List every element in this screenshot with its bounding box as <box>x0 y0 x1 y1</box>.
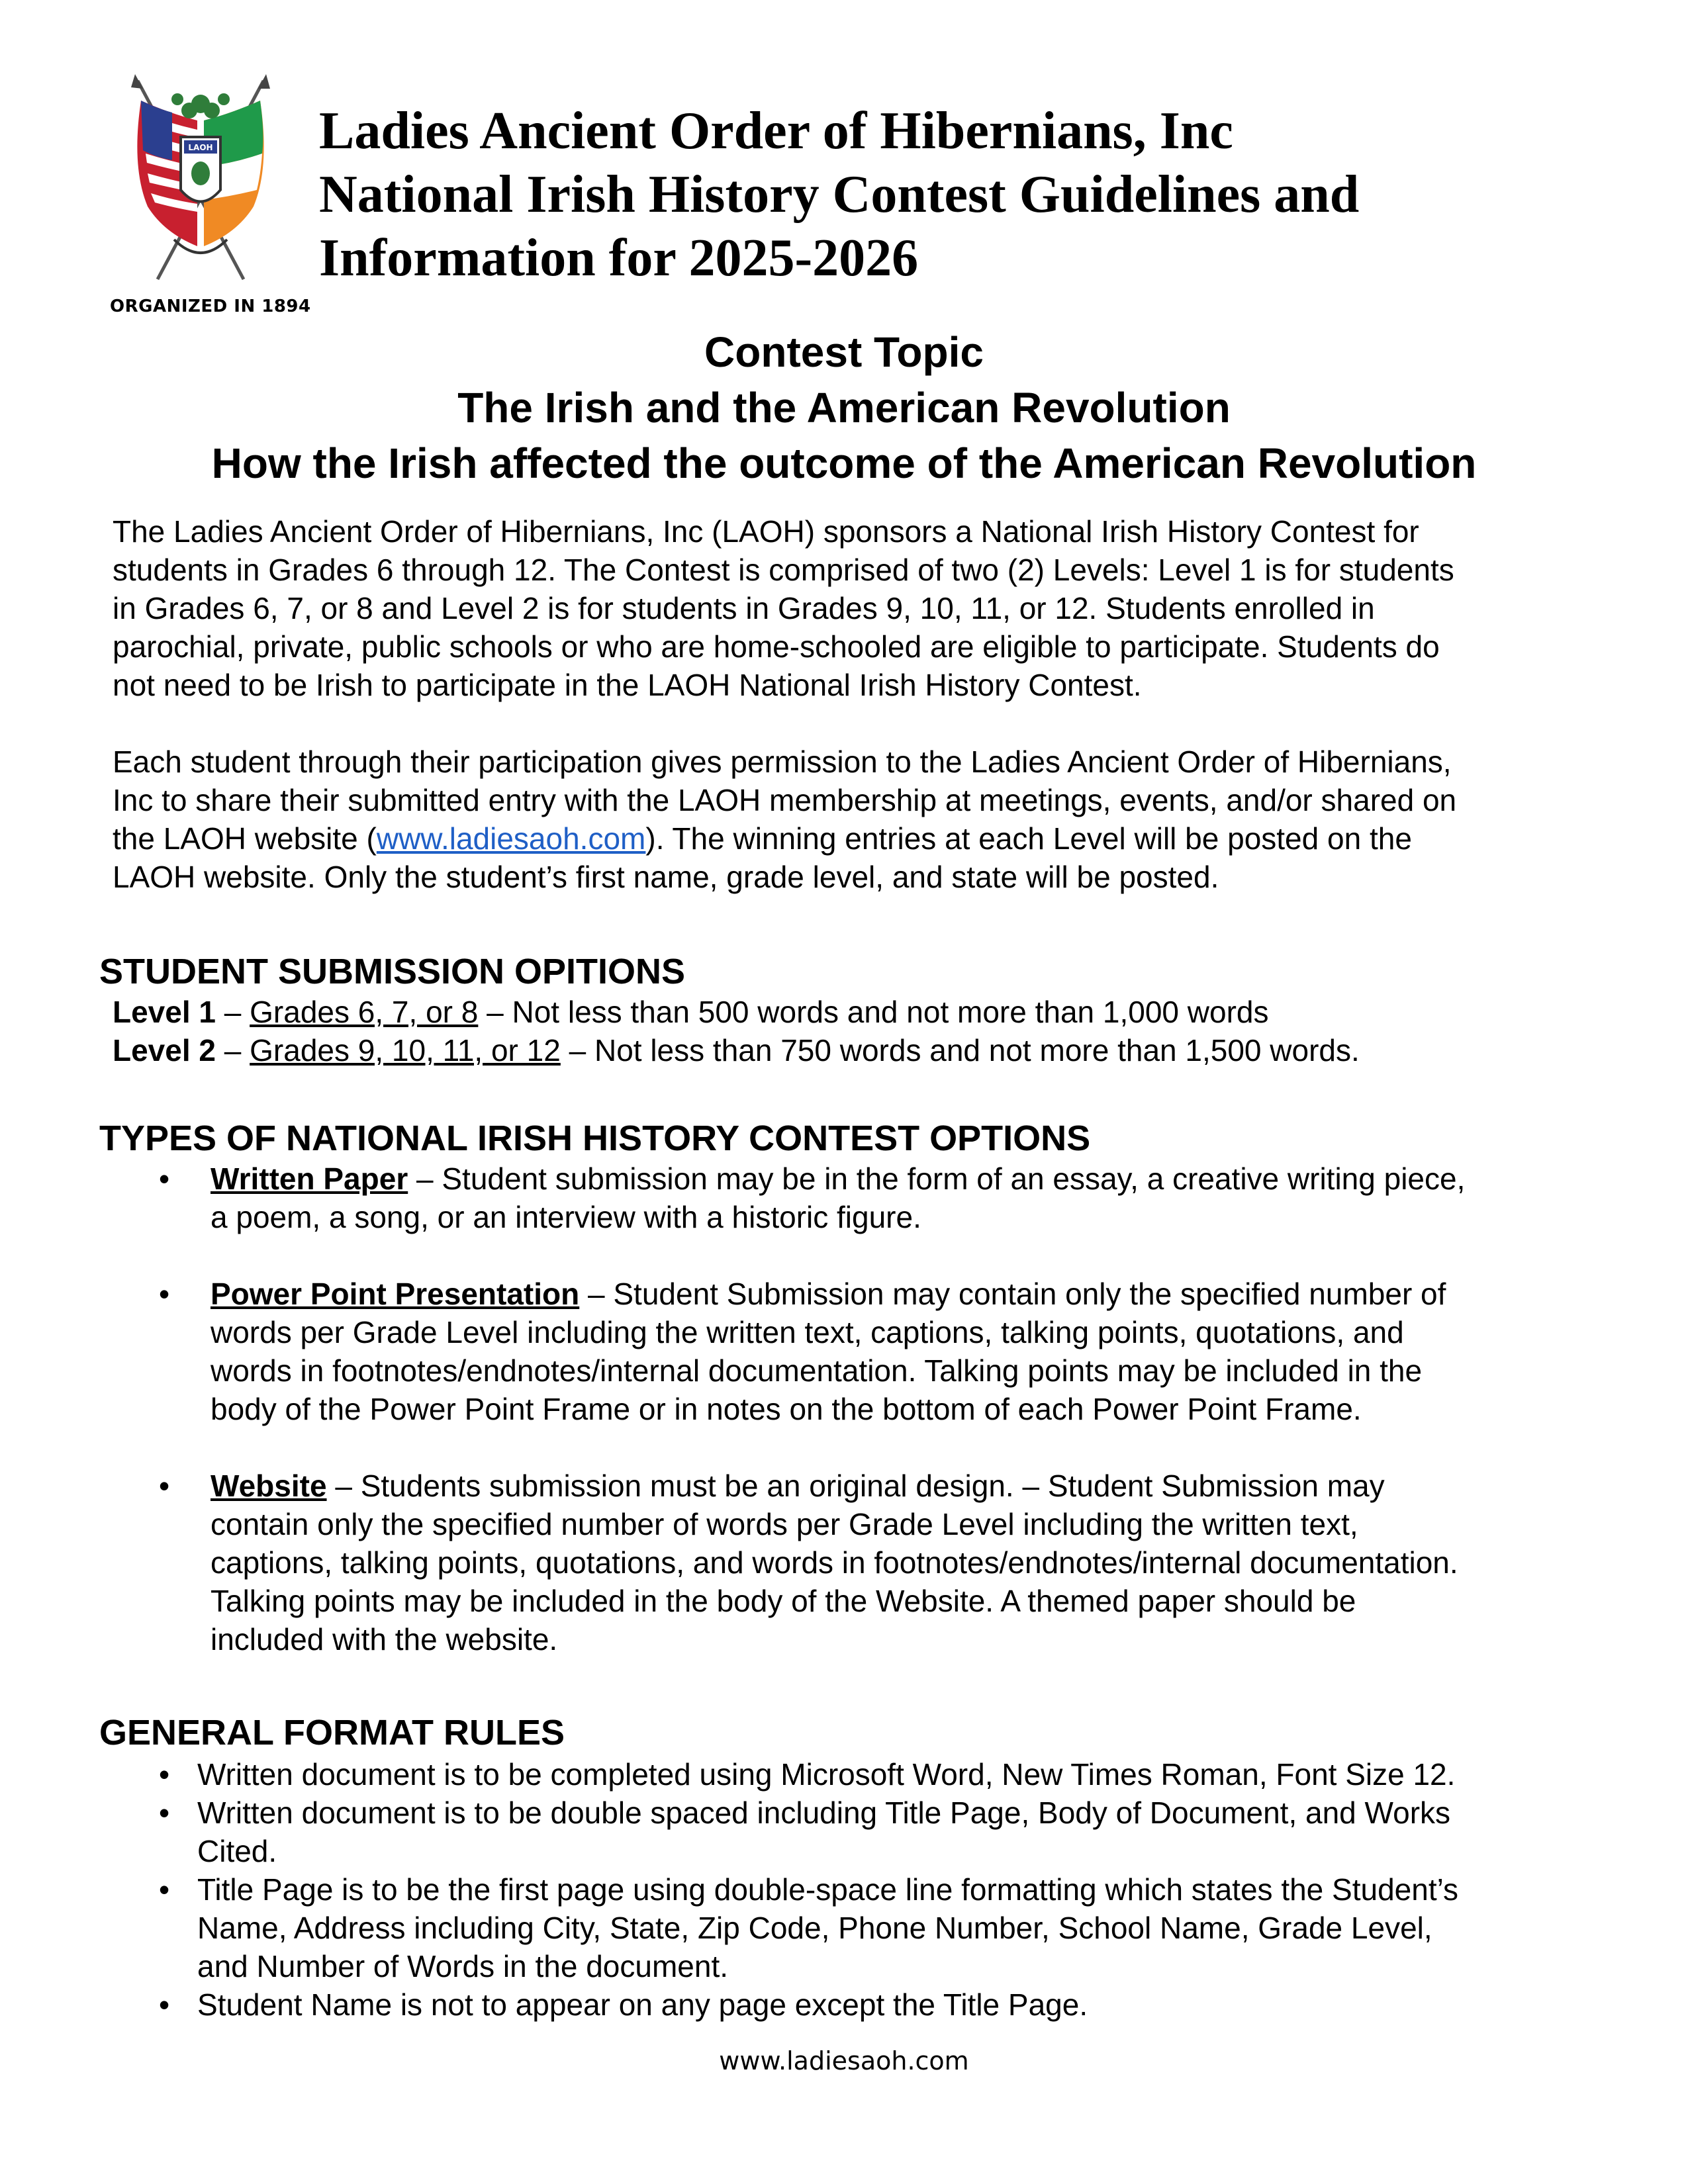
intro-line: students in Grades 6 through 12. The Contest is comprised of two (2) Levels: Level 1 is for students <box>113 553 1454 587</box>
level-label: Level 1 <box>113 995 216 1029</box>
type-item-line <box>211 1160 1465 1198</box>
format-rule-text <box>197 1870 1458 1985</box>
type-item-line <box>211 1467 1458 1505</box>
format-rule-line: Student Name is not to appear on any page except the Title Page. <box>197 1987 1088 2022</box>
bullet-marker: • <box>159 1277 170 1311</box>
website-link[interactable]: www.ladiesaoh.com <box>376 821 646 856</box>
permission-line <box>113 819 1609 858</box>
submission-levels <box>113 993 1609 1069</box>
format-rule-line: Name, Address including City, State, Zip Code, Phone Number, School Name, Grade Level, <box>197 1911 1432 1945</box>
level-words: – Not less than 500 words and not more than 1,000 words <box>478 995 1269 1029</box>
format-rule-line: Written document is to be completed using Microsoft Word, New Times Roman, Font Size 12. <box>197 1757 1456 1792</box>
permission-text: the LAOH website ( <box>113 821 377 856</box>
level-grades: Grades 6, 7, or 8 <box>250 995 479 1029</box>
contest-topic <box>0 324 1688 491</box>
format-rule-text <box>197 1755 1455 1794</box>
title-line: Ladies Ancient Order of Hibernians, Inc <box>319 102 1233 160</box>
permission-text: ). The winning entries at each Level will be posted on the <box>645 821 1412 856</box>
type-item-line: words in footnotes/endnotes/internal documentation. Talking points may be included in the <box>211 1353 1423 1388</box>
type-term: Power Point Presentation <box>211 1277 580 1311</box>
intro-line: parochial, private, public schools or who are home-schooled are eligible to participate. Students do <box>113 629 1440 664</box>
intro-line: in Grades 6, 7, or 8 and Level 2 is for students in Grades 9, 10, 11, or 12. Students enrolled in <box>113 591 1375 625</box>
level-label: Level 2 <box>113 1033 216 1068</box>
format-rule-line: Title Page is to be the first page using double-space line formatting which states the Student’s <box>197 1872 1459 1907</box>
permission-line: Each student through their participation gives permission to the Ladies Ancient Order of Hibernians, <box>113 745 1452 779</box>
topic-subtitle: How the Irish affected the outcome of the American Revolution <box>211 439 1477 487</box>
bullet-marker: • <box>159 1757 170 1792</box>
type-item-text <box>211 1467 1458 1659</box>
intro-paragraph <box>113 512 1609 704</box>
title-line: National Irish History Contest Guidelines and <box>319 165 1360 224</box>
bullet-marker: • <box>159 1796 170 1830</box>
type-item-text <box>211 1275 1446 1428</box>
intro-line: not need to be Irish to participate in the LAOH National Irish History Contest. <box>113 668 1142 702</box>
type-item-line: words per Grade Level including the written text, captions, talking points, quotations, and <box>211 1315 1404 1349</box>
submission-heading: STUDENT SUBMISSION OPITIONS <box>99 952 686 991</box>
title-line: Information for 2025-2026 <box>319 229 919 287</box>
crest-lettering: LAOH <box>188 143 213 152</box>
laoh-crest-logo <box>111 74 290 293</box>
topic-label: Contest Topic <box>704 328 984 376</box>
permission-line: Inc to share their submitted entry with the LAOH membership at meetings, events, and/or shared on <box>113 783 1457 817</box>
document-title <box>319 99 1630 290</box>
type-item-line <box>211 1275 1446 1313</box>
format-rule-line: Cited. <box>197 1834 277 1868</box>
level-grades: Grades 9, 10, 11, or 12 <box>250 1033 561 1068</box>
type-term: Written Paper <box>211 1161 408 1196</box>
type-item-line: contain only the specified number of words per Grade Level including the written text, <box>211 1507 1358 1541</box>
permission-line: LAOH website. Only the student’s first name, grade level, and state will be posted. <box>113 860 1219 894</box>
footer-url: www.ladiesaoh.com <box>719 2046 969 2075</box>
type-desc: – Student Submission may contain only the specified number of <box>579 1277 1446 1311</box>
bullet-marker: • <box>159 1987 170 2022</box>
organized-year: ORGANIZED IN 1894 <box>110 296 311 316</box>
topic-title: The Irish and the American Revolution <box>457 384 1231 432</box>
format-rule-line: and Number of Words in the document. <box>197 1949 729 1983</box>
bullet-marker: • <box>159 1469 170 1503</box>
types-heading: TYPES OF NATIONAL IRISH HISTORY CONTEST OPTIONS <box>99 1118 1091 1158</box>
type-item-line: a poem, a song, or an interview with a historic figure. <box>211 1200 921 1234</box>
type-desc: – Students submission must be an original design. – Student Submission may <box>326 1469 1385 1503</box>
type-desc: – Student submission may be in the form of an essay, a creative writing piece, <box>408 1161 1466 1196</box>
type-item-line: Talking points may be included in the body of the Website. A themed paper should be <box>211 1584 1356 1618</box>
type-item-line: captions, talking points, quotations, and words in footnotes/endnotes/internal documentation. <box>211 1545 1458 1580</box>
type-item-line: body of the Power Point Frame or in notes on the bottom of each Power Point Frame. <box>211 1392 1362 1426</box>
type-item-text <box>211 1160 1465 1236</box>
format-rule-line: Written document is to be double spaced including Title Page, Body of Document, and Works <box>197 1796 1451 1830</box>
level-words: – Not less than 750 words and not more than 1,500 words. <box>560 1033 1360 1068</box>
format-rule-text <box>197 1985 1088 2024</box>
bullet-marker: • <box>159 1872 170 1907</box>
type-term: Website <box>211 1469 327 1503</box>
format-rule-text <box>197 1794 1450 1870</box>
level-row: Level 2 – Grades 9, 10, 11, or 12 – Not less than 750 words and not more than 1,500 words. <box>113 1033 1360 1068</box>
permission-paragraph <box>113 743 1609 896</box>
type-item-line: included with the website. <box>211 1622 558 1657</box>
level-row: Level 1 – Grades 6, 7, or 8 – Not less than 500 words and not more than 1,000 words <box>113 995 1269 1029</box>
bullet-marker: • <box>159 1161 170 1196</box>
format-heading: GENERAL FORMAT RULES <box>99 1713 565 1752</box>
intro-line: The Ladies Ancient Order of Hibernians, Inc (LAOH) sponsors a National Irish History Contest for <box>113 514 1419 549</box>
